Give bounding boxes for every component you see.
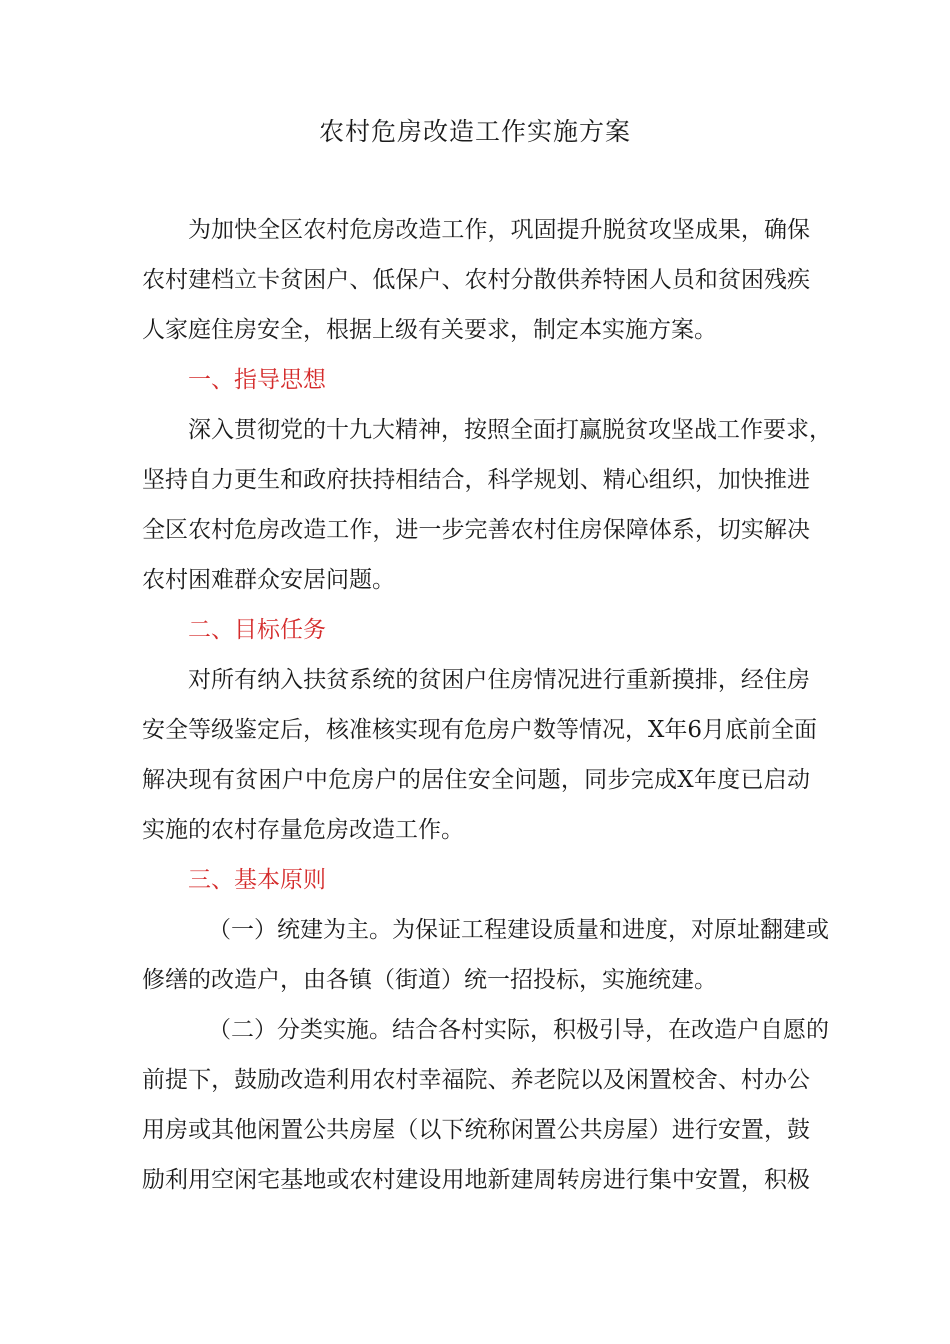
paragraph-line: （一）统建为主。为保证工程建设质量和进度，对原址翻建或 [208, 917, 829, 943]
paragraph-line: 坚持自力更生和政府扶持相结合，科学规划、精心组织，加快推进 [142, 467, 810, 493]
section-heading: 二、目标任务 [188, 617, 326, 643]
document-title: 农村危房改造工作实施方案 [318, 117, 631, 146]
intro-line: 为加快全区农村危房改造工作，巩固提升脱贫攻坚成果，确保 [188, 217, 810, 243]
paragraph-line: 对所有纳入扶贫系统的贫困户住房情况进行重新摸排，经住房 [188, 667, 810, 693]
intro-line: 农村建档立卡贫困户、低保户、农村分散供养特困人员和贫困残疾 [142, 267, 810, 293]
document-body [142, 205, 832, 1205]
section-heading: 三、基本原则 [188, 867, 326, 893]
paragraph-line: 深入贯彻党的十九大精神，按照全面打赢脱贫攻坚战工作要求， [188, 417, 832, 443]
section-heading: 一、指导思想 [188, 367, 326, 393]
paragraph-line: 实施的农村存量危房改造工作。 [142, 817, 464, 843]
paragraph-line: 前提下，鼓励改造利用农村幸福院、养老院以及闲置校舍、村办公 [142, 1067, 810, 1093]
paragraph-line: 解决现有贫困户中危房户的居住安全问题，同步完成X年度已启动 [142, 767, 810, 793]
paragraph-line: 全区农村危房改造工作，进一步完善农村住房保障体系，切实解决 [142, 517, 810, 543]
paragraph-line: 励利用空闲宅基地或农村建设用地新建周转房进行集中安置，积极 [142, 1167, 810, 1193]
paragraph-line: 安全等级鉴定后，核准核实现有危房户数等情况，X年6月底前全面 [142, 717, 818, 743]
paragraph-line: （二）分类实施。结合各村实际，积极引导，在改造户自愿的 [208, 1017, 829, 1043]
intro-line: 人家庭住房安全，根据上级有关要求，制定本实施方案。 [142, 317, 717, 343]
paragraph-line: 修缮的改造户，由各镇（街道）统一招投标，实施统建。 [142, 967, 717, 993]
paragraph-line: 农村困难群众安居问题。 [142, 567, 395, 593]
paragraph-line: 用房或其他闲置公共房屋（以下统称闲置公共房屋）进行安置，鼓 [142, 1117, 810, 1143]
